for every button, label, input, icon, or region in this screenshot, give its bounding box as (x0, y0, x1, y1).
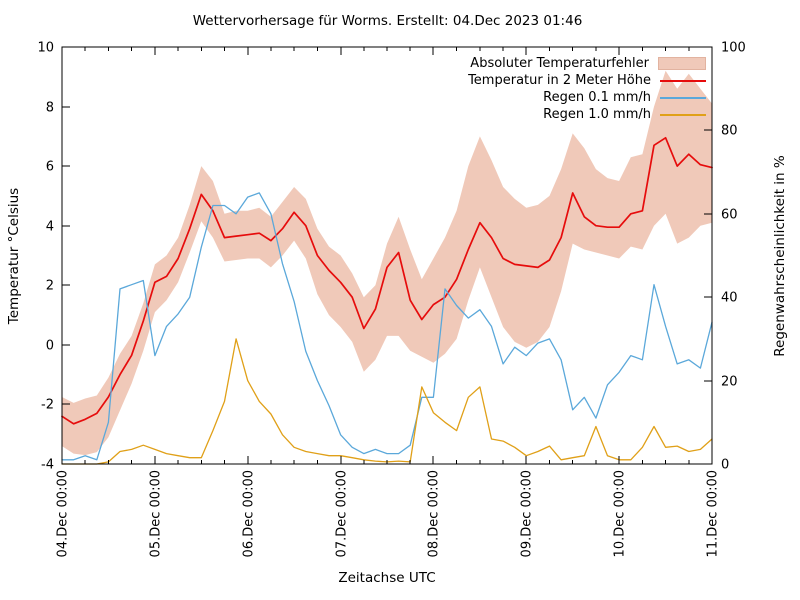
legend-item-error-band (468, 55, 706, 72)
x-tick-label: 06.Dec 00:00 (241, 470, 257, 558)
y-left-tick-label: 4 (45, 219, 54, 235)
y-right-axis-title: Regenwahrscheinlichkeit in % (772, 155, 788, 357)
x-tick-label: 11.Dec 00:00 (705, 470, 721, 558)
error-band-swatch (658, 57, 706, 70)
x-tick-label: 09.Dec 00:00 (519, 470, 535, 558)
x-tick-label: 07.Dec 00:00 (334, 470, 350, 558)
y-right-tick-label: 40 (721, 290, 738, 306)
legend-label: Regen 1.0 mm/h (543, 107, 651, 122)
y-left-tick-label: 8 (45, 100, 54, 116)
temperature-line-sample (660, 80, 706, 82)
x-tick-label: 04.Dec 00:00 (55, 470, 71, 558)
x-axis-title: Zeitachse UTC (338, 570, 436, 586)
y-right-tick-label: 0 (721, 457, 730, 473)
y-left-tick-label: 10 (37, 40, 54, 56)
y-left-tick-label: -4 (41, 457, 54, 473)
y-right-tick-label: 80 (721, 123, 738, 139)
y-right-tick-label: 20 (721, 374, 738, 390)
error-band (62, 71, 712, 455)
legend-item-rain-01 (468, 89, 706, 106)
x-tick-label: 05.Dec 00:00 (148, 470, 164, 558)
legend-label: Absoluter Temperaturfehler (470, 56, 649, 71)
y-right-tick-label: 100 (721, 40, 746, 56)
legend (468, 55, 706, 123)
legend-label: Regen 0.1 mm/h (543, 90, 651, 105)
y-left-axis-title: Temperatur °Celsius (6, 187, 22, 325)
x-tick-label: 08.Dec 00:00 (426, 470, 442, 558)
rain-01-line-sample (660, 97, 706, 99)
y-left-tick-label: -2 (41, 397, 54, 413)
y-left-tick-label: 0 (45, 338, 54, 354)
legend-item-temperature (468, 72, 706, 89)
x-tick-label: 10.Dec 00:00 (612, 470, 628, 558)
y-right-tick-label: 60 (721, 207, 738, 223)
y-left-tick-label: 6 (45, 159, 54, 175)
chart-title: Wettervorhersage für Worms. Erstellt: 04.Dec 2023 01:46 (192, 13, 583, 29)
legend-item-rain-10 (468, 106, 706, 123)
rain-10-line (62, 339, 712, 464)
y-left-tick-label: 2 (45, 278, 54, 294)
rain-10-line-sample (660, 114, 706, 116)
legend-label: Temperatur in 2 Meter Höhe (468, 73, 651, 88)
